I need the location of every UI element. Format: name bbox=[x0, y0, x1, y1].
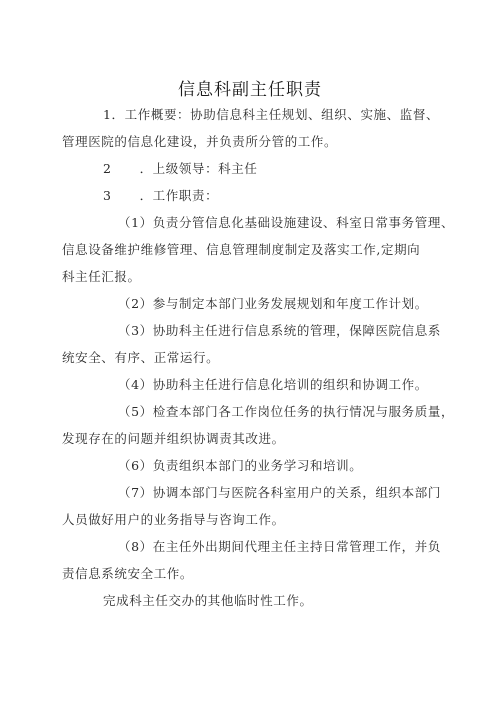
section-1-line-1: 1．工作概要：协助信息科主任规划、组织、实施、监督、 bbox=[103, 107, 440, 122]
duty-7-line-1: （7）协调本部门与医院各科室用户的关系，组织本部门 bbox=[118, 485, 441, 500]
duty-8-line-2: 责信息系统安全工作。 bbox=[62, 566, 194, 581]
section-3 bbox=[103, 188, 218, 204]
duty-1-line-2: 信息设备维护维修管理、信息管理制度制定及落实工作,定期向 bbox=[62, 242, 421, 257]
page-title: 信息科副主任职责 bbox=[178, 80, 322, 100]
duty-2: （2）参与制定本部门业务发展规划和年度工作计划。 bbox=[118, 296, 428, 311]
section-2 bbox=[103, 161, 257, 177]
duty-7-line-2: 人员做好用户的业务指导与咨询工作。 bbox=[62, 512, 285, 527]
duty-4: （4）协助科主任进行信息化培训的组织和协调工作。 bbox=[118, 377, 428, 392]
duty-1-line-1: （1）负责分管信息化基础设施建设、科室日常事务管理、 bbox=[118, 215, 455, 230]
section-3-number: 3 bbox=[103, 188, 112, 203]
section-2-number: 2 bbox=[103, 161, 112, 176]
duty-5-line-2: 发现存在的问题并组织协调责其改进。 bbox=[62, 431, 285, 446]
duty-3-line-2: 统安全、有序、正常运行。 bbox=[62, 350, 220, 365]
section-3-text: ．工作职责： bbox=[139, 188, 219, 203]
section-1-line-2: 管理医院的信息化建设，并负责所分管的工作。 bbox=[62, 134, 338, 149]
duty-5-line-1: （5）检查本部门各工作岗位任务的执行情况与服务质量， bbox=[118, 404, 455, 419]
duty-8-line-1: （8）在主任外出期间代理主任主持日常管理工作，并负 bbox=[118, 539, 441, 554]
duty-1-line-3: 科主任汇报。 bbox=[62, 269, 141, 284]
section-2-text: ．上级领导：科主任 bbox=[139, 161, 258, 176]
duty-6: （6）负责组织本部门的业务学习和培训。 bbox=[118, 458, 363, 473]
closing-duty: 完成科主任交办的其他临时性工作。 bbox=[103, 593, 313, 608]
duty-3-line-1: （3）协助科主任进行信息系统的管理，保障医院信息系 bbox=[118, 323, 441, 338]
